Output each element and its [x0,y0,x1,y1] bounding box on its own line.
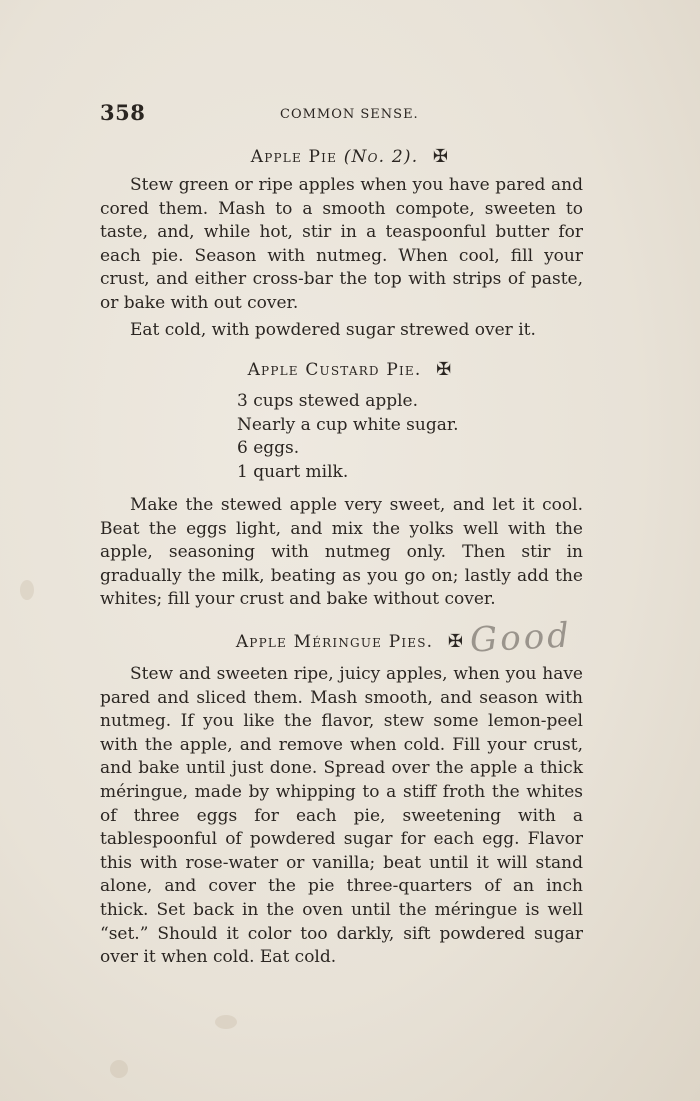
ingredient-item: Nearly a cup white sugar. [237,414,459,435]
paper-stain [20,580,34,600]
paper-stain [110,1060,128,1078]
page-number: 358 [100,100,146,125]
recipe-paragraph: Make the stewed apple very sweet, and let it cool. Beat the eggs light, and mix the yolks well with the apple, seasoning with nutmeg only. Then stir in gradually the milk, beating as you go on; lastly add the whites; fill your crust and bake without cover. [100,495,583,610]
page-header [100,100,585,130]
cross-icon: ✠ [436,359,453,380]
cross-icon: ✠ [447,631,465,652]
ingredient-item: 3 cups stewed apple. [237,391,419,411]
ingredient-list [237,390,459,485]
recipe-title-apple-meringue-pies: Apple Méringue Pies. ✠ [235,631,465,652]
paper-stain [215,1015,237,1029]
recipe-paragraph: Stew and sweeten ripe, juicy apples, when you have pared and sliced them. Mash smooth, and season with nutmeg. If you like the flavor, stew some lemon-peel with the apple, and remove when cold. Fill your crust, and bake until just done. Spread over the apple a thick méringue, made by whipping to a stiff froth the whites of three eggs for each pie, sweetening with a tablespoonful of powdered sugar for each egg. Flavor this with rose-water or vanilla; beat until it will stand alone, and cover the pie three-quarters of an inch thick. Set back in the oven until the méringue is well “set.” Should it color too darkly, sift powdered sugar over it when cold. Eat cold. [100,664,583,968]
recipe-title-apple-pie: Apple Pie (No. 2). ✠ [250,146,450,167]
recipe-paragraph: Stew green or ripe apples when you have pared and cored them. Mash to a smooth compote, sweeten to taste, and, while hot, stir in a teaspoonful butter for each pie. Season with nutmeg. When cool, fill your crust, and either cross-bar the top with strips of paste, or bake with out cover. [100,175,583,313]
recipe-title-apple-custard-pie: Apple Custard Pie. ✠ [247,359,453,380]
ingredient-item: 6 eggs. [237,438,300,459]
cross-icon: ✠ [432,146,450,167]
ingredient-item: 1 quart milk. [237,462,349,483]
recipe-paragraph: Eat cold, with powdered sugar strewed over it. [130,320,536,340]
running-head: COMMON SENSE. [280,107,419,122]
handwritten-annotation: Good [469,615,573,661]
